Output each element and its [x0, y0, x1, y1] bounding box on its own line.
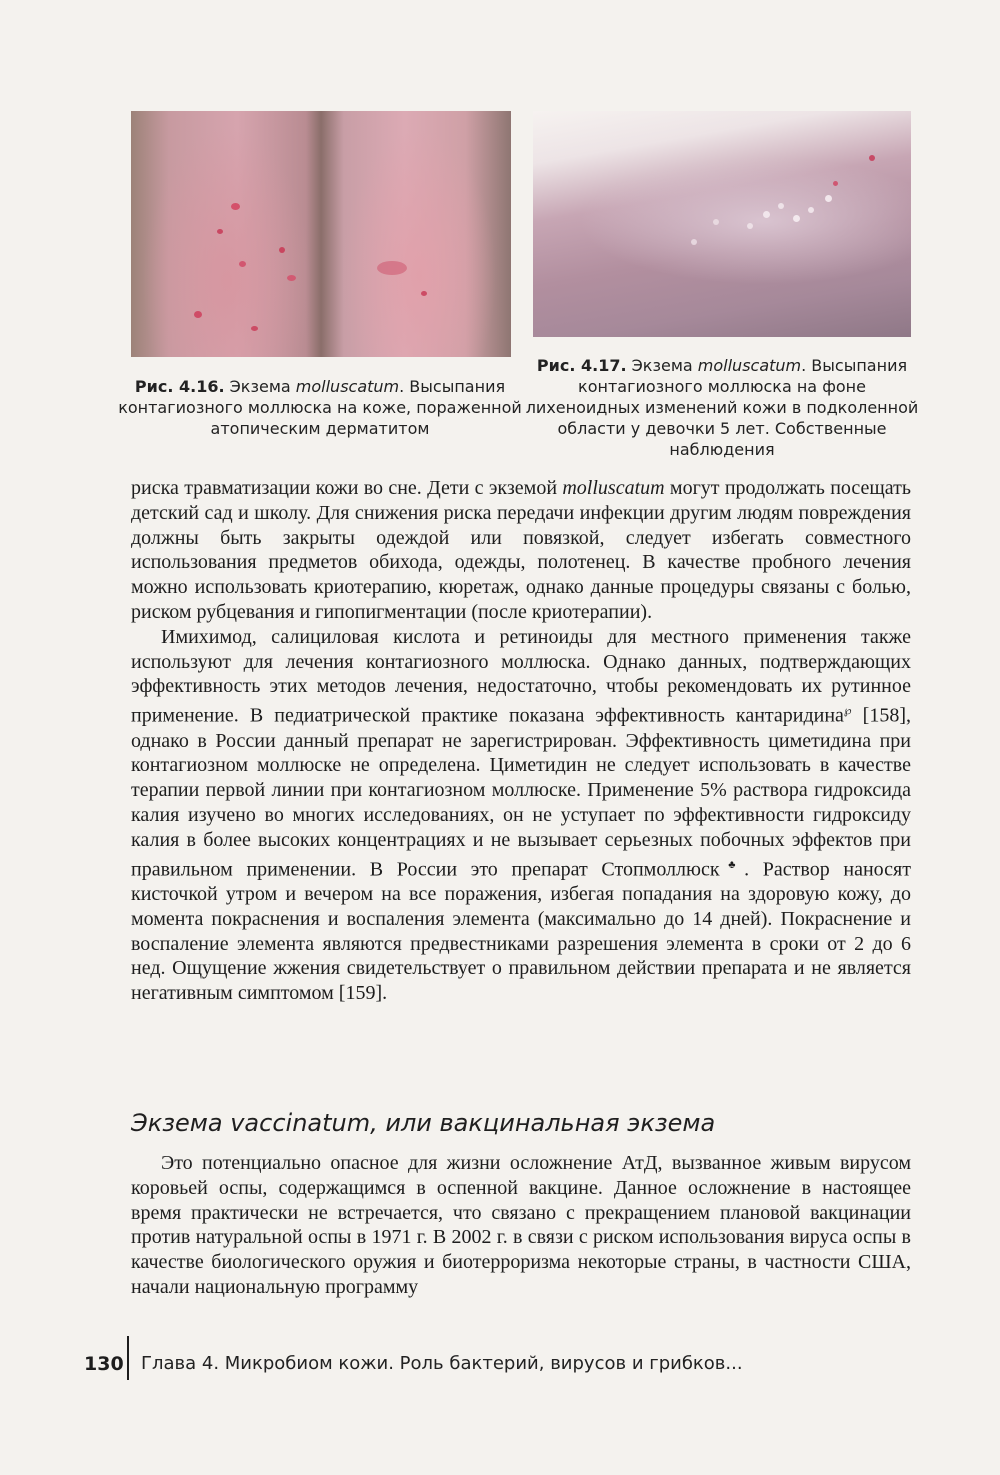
lesion-mark [869, 155, 875, 161]
paragraph [131, 476, 911, 625]
paragraph-text: Имихимод, салициловая кислота и ретиноиды для местного применения также используют для лечения контагиозного моллюска. Однако данных, подтверждающих эффективность этих методов лечения, недостаточно, чтобы рекомендовать их рутинное применение. В педиатрической практике показана эффективность кантаридина [131, 625, 911, 727]
registration-mark: ℘ [843, 705, 852, 718]
lesion-patch [377, 261, 407, 275]
lesion-mark [825, 195, 832, 202]
figure-4-17-caption [522, 355, 922, 460]
running-footer-title: Глава 4. Микробиом кожи. Роль бактерий, вирусов и грибков... [141, 1353, 743, 1374]
lesion-mark [713, 219, 719, 225]
lesion-mark [833, 181, 838, 186]
figure-4-16-photo [131, 111, 511, 357]
lesion-mark [231, 203, 240, 210]
figure-label: Рис. 4.16. [134, 377, 225, 396]
body-text [131, 476, 911, 1006]
lesion-mark [421, 291, 427, 296]
lesion-mark [778, 203, 784, 209]
figure-4-17-photo [533, 111, 911, 337]
paragraph-text: риска травматизации кожи во сне. Дети с экземой [131, 477, 558, 499]
lesion-mark [239, 261, 246, 267]
caption-text: Экзема [229, 377, 291, 396]
paragraph-text: . Раствор наносят кисточкой утром и вечером на все поражения, избегая попадания на здоровую кожу, до момента покраснения и воспаления элемента (максимально до 14 дней). Покраснение и воспаление элемента являются предвестниками разрешения элемента в сроки от 2 до 6 нед. Ощущение жжения свидетельствует о правильном действии препарата и не является негативным симптомом [159]. [131, 858, 911, 1005]
figure-label: Рис. 4.17. [536, 356, 627, 375]
caption-term: molluscatum [697, 356, 802, 375]
lesion-mark [808, 207, 814, 213]
lesion-mark [287, 275, 296, 281]
lesion-mark [279, 247, 285, 253]
figure-4-16-caption [110, 376, 530, 439]
paragraph-text: могут продолжать посещать детский сад и школу. Для снижения риска передачи инфекции другим людям повреждения должны быть закрыты одеждой или повязкой, следует избегать совместного использования предметов обихода, одежды, полотенец. В качестве пробного лечения можно использовать криотерапию, кюретаж, однако данные процедуры связаны с болью, риском рубцевания и гипопигментации (после криотерапии). [131, 477, 912, 623]
paragraph-text: [158], однако в России данный препарат не зарегистрирован. Эффективность циметидина при контагиозном моллюске не определена. Циметидин не следует использовать в качестве терапии первой линии при контагиозном моллюске. Применение 5% раствора гидроксида калия изучено во многих исследованиях, он не уступает по эффективности гидроксиду калия в более высоких концентрациях и не вызывает серьезных побочных эффектов при правильном применении. В России это препарат Стопмоллюск [131, 704, 911, 881]
paragraph-term: molluscatum [562, 477, 665, 499]
footer-divider [127, 1336, 129, 1380]
registration-mark: ♣ [719, 858, 745, 871]
lesion-mark [217, 229, 223, 234]
caption-text: Экзема [631, 356, 693, 375]
section-heading: Экзема vaccinatum, или вакцинальная экзема [131, 1109, 716, 1137]
caption-term: molluscatum [295, 377, 400, 396]
lesion-mark [194, 311, 202, 318]
paragraph: Это потенциально опасное для жизни осложнение АтД, вызванное живым вирусом коровьей оспы, содержащимся в оспенной вакцине. Данное осложнение в настоящее время практически не встречается, что связано с прекращением плановой вакцинации против натуральной оспы в 1971 г. В 2002 г. в связи с риском использования вируса оспы в качестве биологического оружия и биотерроризма некоторые страны, в частности США, начали национальную программу [131, 1152, 911, 1298]
caption-text: . Высыпания контагиозного моллюска на коже, пораженной атопическим дерматитом [118, 377, 522, 438]
lesion-mark [793, 215, 800, 222]
lesion-mark [691, 239, 697, 245]
lesion-mark [763, 211, 770, 218]
lesion-mark [251, 326, 258, 331]
body-text [131, 1151, 911, 1300]
caption-text: . Высыпания контагиозного моллюска на фоне лихеноидных изменений кожи в подколенной области у девочки 5 лет. Собственные наблюдения [525, 356, 919, 459]
lesion-mark [747, 223, 753, 229]
page-number: 130 [84, 1353, 124, 1375]
paragraph [131, 625, 911, 1006]
